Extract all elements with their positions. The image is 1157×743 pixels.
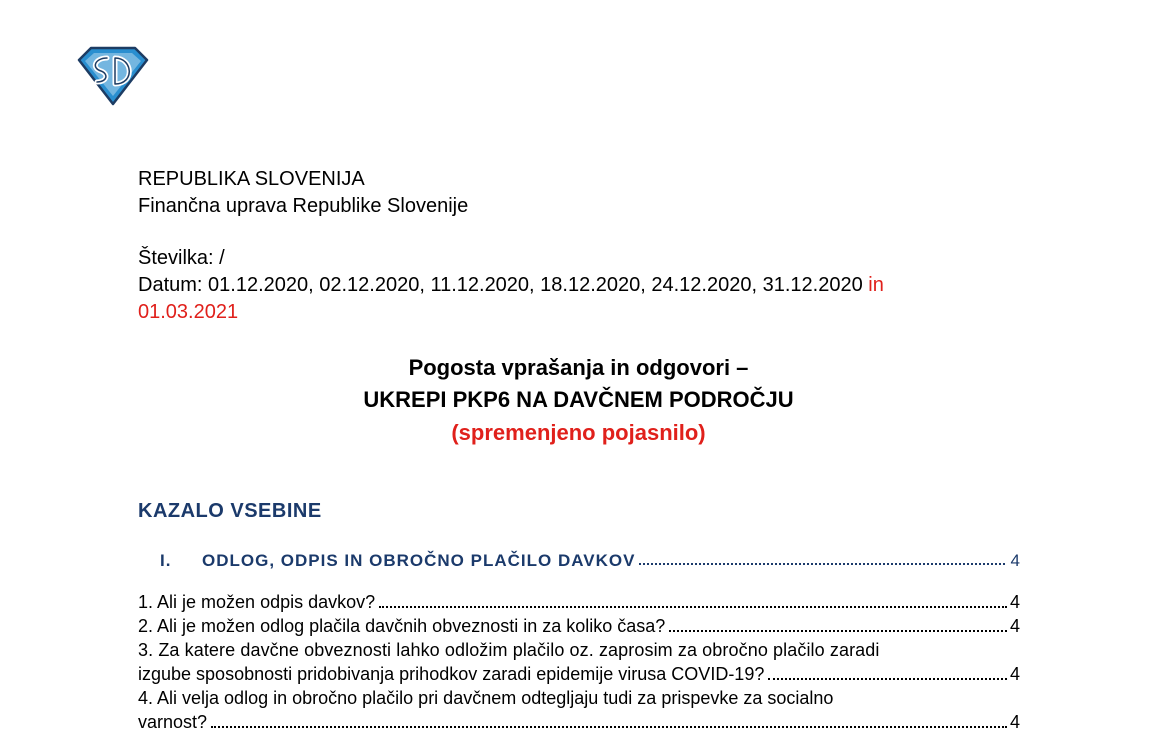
toc-item-2[interactable] [138,614,1020,638]
toc-item-text: 2. Ali je možen odlog plačila davčnih obveznosti in za koliko časa? [138,616,666,636]
toc-item-page: 4 [1009,616,1020,636]
toc-item-text: 1. Ali je možen odpis davkov? [138,592,376,612]
dot-leader [669,630,1007,632]
toc-item-4[interactable] [138,686,1020,734]
dot-leader [768,678,1007,680]
toc-item-text-cont: varnost? [138,712,208,732]
dates-list: Datum: 01.12.2020, 02.12.2020, 11.12.2020, 18.12.2020, 24.12.2020, 31.12.2020 [138,274,863,296]
page-subtitle: UKREPI PKP6 NA DAVČNEM PODROČJU [363,387,794,412]
fu-logo-icon [77,46,149,106]
country-name: REPUBLIKA SLOVENIJA [138,168,365,190]
toc-item-text-cont: izgube sposobnosti pridobivanja prihodkov zaradi epidemije virusa COVID-19? [138,664,765,684]
dot-leader [379,606,1007,608]
dot-leader [639,551,1004,565]
document-number: Številka: / [138,247,225,269]
section-number: I. [160,551,172,570]
dates-conjunction: in [868,274,884,296]
toc-item-page: 4 [1009,592,1020,612]
toc-heading: KAZALO VSEBINE [138,500,322,522]
page-note: (spremenjeno pojasnilo) [451,420,706,445]
toc-section-link[interactable] [160,551,1020,571]
agency-name: Finančna uprava Republike Slovenije [138,195,469,217]
latest-date: 01.03.2021 [138,301,239,323]
section-title: ODLOG, ODPIS IN OBROČNO PLAČILO DAVKOV [202,551,636,570]
dot-leader [211,726,1007,728]
toc-item-3[interactable] [138,638,1020,686]
toc-item-page: 4 [1009,712,1020,732]
section-page: 4 [1010,551,1020,570]
toc-item-text: 3. Za katere davčne obveznosti lahko odložim plačilo oz. zaprosim za obročno plačilo zaradi [138,640,880,660]
toc-item-1[interactable] [138,590,1020,614]
document-dates [138,273,884,297]
page-title: Pogosta vprašanja in odgovori – [408,355,749,380]
toc-item-text: 4. Ali velja odlog in obročno plačilo pri davčnem odtegljaju tudi za prispevke za socialno [138,688,834,708]
toc-item-page: 4 [1009,664,1020,684]
